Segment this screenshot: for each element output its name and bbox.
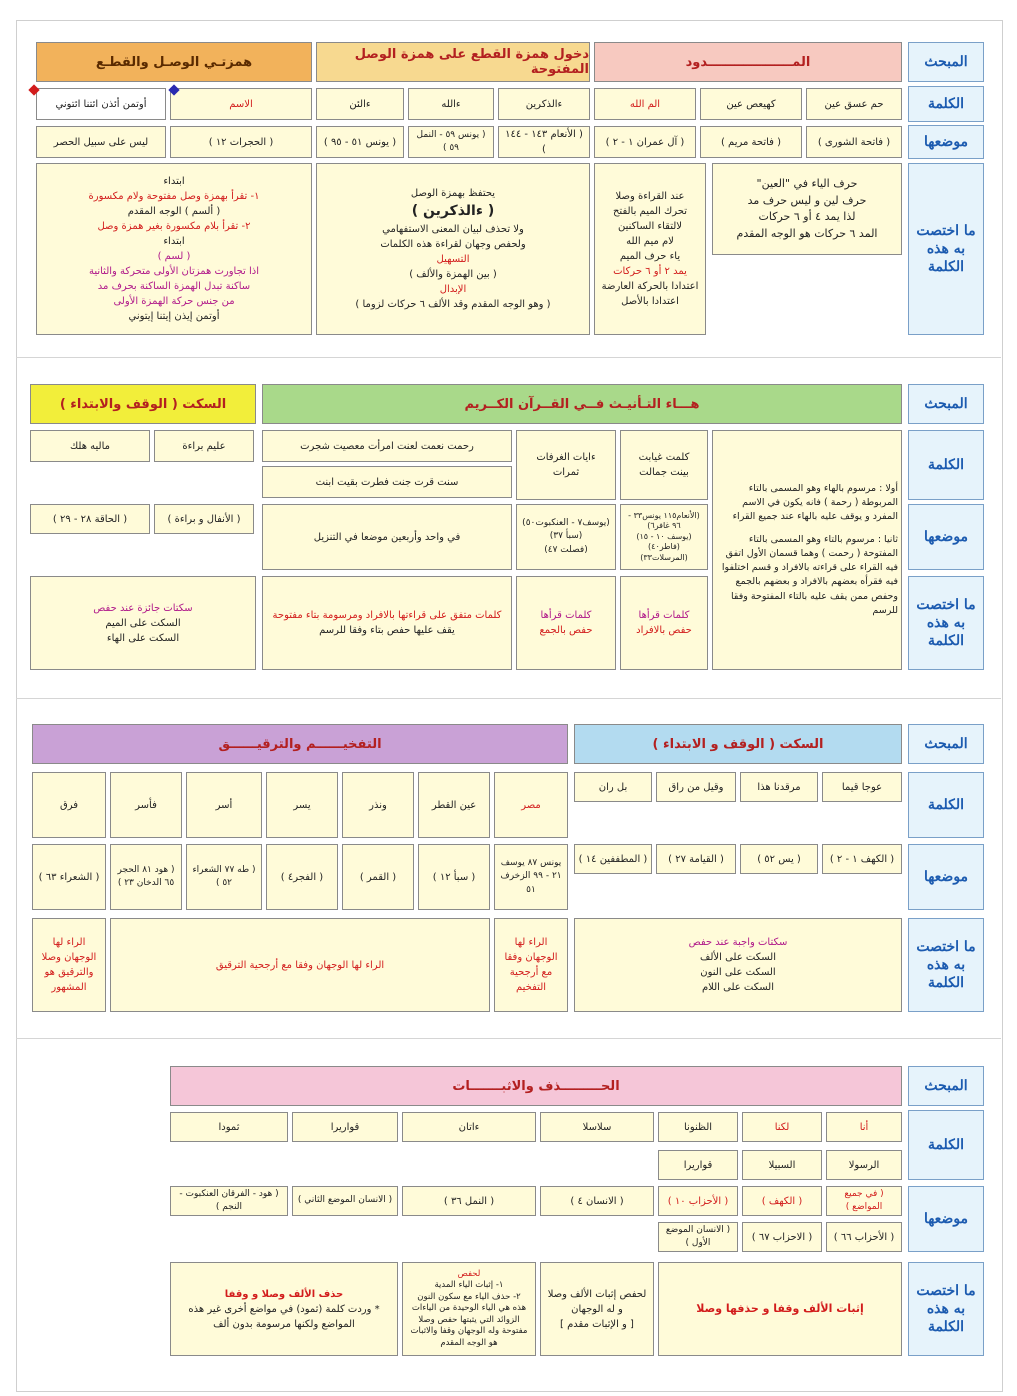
- word-cell: سلاسلا: [540, 1112, 654, 1142]
- text-line: (فصلت ٤٧): [544, 544, 588, 555]
- word-cell: رحمت نعمت لعنت امرأت معصيت شجرت: [262, 430, 512, 462]
- word-cell: ءالله: [408, 88, 494, 120]
- word-cell: سنت قرت جنت فطرت بقيت ابنت: [262, 466, 512, 498]
- location-cell: ( يس ٥٢ ): [740, 844, 818, 874]
- special-cell-hamzatan: [36, 163, 312, 335]
- label-location: موضعها: [908, 504, 984, 570]
- text-line: حفص بالافراد: [636, 625, 692, 636]
- text-line: ١- تقرأ بهمزة وصل مفتوحة ولام مكسورة: [88, 191, 260, 202]
- location-cell: [620, 504, 708, 570]
- special-cell: [170, 1262, 398, 1356]
- text-line: كلمت غيابت: [638, 452, 690, 463]
- word-cell: أسر: [186, 772, 262, 838]
- text-line: يحتفظ بهمزة الوصل: [410, 188, 496, 199]
- location-cell: ( الفجر٤ ): [266, 844, 338, 910]
- word-cell: الرسولا: [826, 1150, 902, 1180]
- word-cell: فرق: [32, 772, 106, 838]
- header-tafkhim: التفخيــــــم والترقيــــــق: [32, 724, 568, 764]
- text-line: السكت على الهاء: [106, 632, 180, 644]
- text-line: لحفص: [457, 1268, 481, 1279]
- location-cell: ( هود ٨١ الحجر ٦٥ الدخان ٢٣ ): [110, 844, 182, 910]
- special-cell: [262, 576, 512, 670]
- word-cell: الم الله: [594, 88, 696, 120]
- text-line: لالتقاء الساكنين: [618, 221, 682, 232]
- word-cell: [516, 430, 616, 500]
- location-cell: ( النمل ٣٦ ): [402, 1186, 536, 1216]
- section-divider: [16, 698, 1001, 699]
- label-word: الكلمة: [908, 86, 984, 122]
- word-cell: مرقدنا هذا: [740, 772, 818, 802]
- location-cell: ( هود - الفرقان العنكبوت - النجم ): [170, 1186, 288, 1216]
- special-cell: [516, 576, 616, 670]
- word-cell: مصر: [494, 772, 568, 838]
- special-cell-sakt: [574, 918, 902, 1012]
- location-cell: ( الانسان الموضع الثاني ): [292, 1186, 398, 1216]
- text-line: (المرسلات٣٣): [640, 552, 688, 562]
- word-cell: ماليه هلك: [30, 430, 150, 462]
- text-line: ياء حرف الميم: [619, 251, 681, 262]
- location-cell: ( الاحزاب ٦٧ ): [742, 1222, 822, 1252]
- word-cell: السبيلا: [742, 1150, 822, 1180]
- special-cell: الراء لها الوجهان وفقا مع أرجحية الترقيق: [110, 918, 490, 1012]
- text-line: السكت على الألف: [700, 952, 776, 963]
- location-cell: ( الانسان الموضع الأول ): [658, 1222, 738, 1252]
- location-cell: ( الكهف ): [742, 1186, 822, 1216]
- location-cell: ( فاتحة مريم ): [700, 126, 802, 158]
- text-line: أولا : مرسوم بالهاء وهو المسمى بالتاء المربوطة ( رحمة ) فانه يكون في الاسم المفرد و يوقف عليه بالهاء عند جميع القراء: [732, 482, 898, 523]
- location-cell: ( الانسان ٤ ): [540, 1186, 654, 1216]
- text-line: عند القراءة وصلا: [615, 191, 685, 202]
- text-line: ابتداء: [163, 176, 185, 187]
- label-location: موضعها: [908, 125, 984, 159]
- text-line: هذه هي الياء الوحيدة من الياءات الزوائد التي يثبتها حفص وصلا مفتوحة وله الوجهان وقفا والاثبات هو الوجه المقدم: [410, 1303, 528, 1348]
- location-cell: ( سبأ ١٢ ): [418, 844, 490, 910]
- text-line: (يوسف ١٠ - ١٥): [636, 531, 692, 541]
- text-line: ١- إثبات الياء المدية: [434, 1280, 504, 1291]
- word-cell: ونذر: [342, 772, 414, 838]
- text-line: السكت على اللام: [701, 982, 775, 993]
- label-special: ما اختصت به هذه الكلمة: [908, 576, 984, 670]
- text-line: كلمات قرأها: [540, 610, 592, 621]
- label-word: الكلمة: [908, 430, 984, 500]
- text-line: أوتمن إيذن إيتنا إيتوني: [128, 311, 220, 322]
- text-line: ٢- تقرأ بلام مكسورة بغير همزة وصل: [97, 221, 251, 232]
- text-line: اذا تجاورت همزتان الأولى متحركة والثانية: [88, 266, 260, 277]
- location-cell: يونس ٨٧ يوسف ٢١ - ٩٩ الزخرف ٥١: [494, 844, 568, 910]
- location-cell: ( الشعراء ٦٣ ): [32, 844, 106, 910]
- location-cell: ( فاتحة الشورى ): [806, 126, 902, 158]
- text-line: بينت جمالت: [639, 467, 689, 478]
- text-line: حرف الياء في "العين": [756, 177, 858, 190]
- text-line: سكتات جائزة عند حفص: [93, 602, 193, 614]
- location-cell: ( المطففين ١٤ ): [574, 844, 652, 874]
- text-line: ءايات الغرفات: [536, 452, 596, 463]
- text-line: ( ألسم ) الوجه المقدم: [127, 206, 221, 217]
- word-cell: أوتمن أئذن ائتنا ائتوني: [36, 88, 166, 120]
- text-line: ساكنة تبدل الهمزة الساكنة بحرف مد: [97, 281, 251, 292]
- label-topic: المبحث: [908, 724, 984, 764]
- text-line: كلمات قرأها: [638, 610, 690, 621]
- word-cell: قواريرا: [658, 1150, 738, 1180]
- special-cell: [402, 1262, 536, 1356]
- header-madd: المـــــــــــــــــــدود: [594, 42, 902, 82]
- label-word: الكلمة: [908, 772, 984, 838]
- word-cell: وقيل من راق: [656, 772, 736, 802]
- text-line: المد ٦ حركات هو الوجه المقدم: [736, 226, 878, 240]
- label-special: ما اختصت به هذه الكلمة: [908, 918, 984, 1012]
- word-cell: أنا: [826, 1112, 902, 1142]
- text-line: لحفص إثبات الألف وصلا: [547, 1288, 647, 1300]
- label-word: الكلمة: [908, 1110, 984, 1180]
- word-cell: بل ران: [574, 772, 652, 802]
- text-line: [ و الإثبات مقدم ]: [560, 1318, 634, 1330]
- special-cell-haa: [712, 430, 902, 670]
- text-line: حفص بالجمع: [539, 625, 593, 636]
- section-divider: [16, 1038, 1001, 1039]
- special-cell: [620, 576, 708, 670]
- text-line: حذف الألف وصلا و وقفا: [224, 1288, 344, 1300]
- location-cell: ( طه ٧٧ الشعراء ٥٢ ): [186, 844, 262, 910]
- label-special: ما اختصت به هذه الكلمة: [908, 163, 984, 335]
- text-line: التسهيل: [436, 254, 470, 265]
- special-cell-alm: [594, 163, 706, 335]
- text-line: و له الوجهان: [571, 1303, 623, 1315]
- text-line: كلمات متفق على قراءتها بالافراد ومرسومة بتاء مفتوحة: [272, 610, 502, 621]
- location-cell: في واحد وأربعين موضعا في التنزيل: [262, 504, 512, 570]
- location-cell: [516, 504, 616, 570]
- header-sakt: السكت ( الوقف والابتداء ): [30, 384, 256, 424]
- location-cell: ( الحاقة ٢٨ - ٢٩ ): [30, 504, 150, 534]
- label-special: ما اختصت به هذه الكلمة: [908, 1262, 984, 1356]
- header-haa: هـــاء التـأنيـث فــي القــرآن الكــريم: [262, 384, 902, 424]
- location-cell: ( آل عمران ١ - ٢ ): [594, 126, 696, 158]
- text-line: يمد ٢ أو ٦ حركات: [613, 266, 687, 277]
- word-cell: ثمودا: [170, 1112, 288, 1142]
- special-cell: [540, 1262, 654, 1356]
- text-line: (الأنعام١١٥ يونس٣٣ - ٩٦ غافر٦): [628, 511, 700, 531]
- text-line: السكت على الميم: [105, 617, 181, 629]
- word-cell: عليم براءة: [154, 430, 254, 462]
- header-hamzatan: همزتـي الوصـل والقطـع: [36, 42, 312, 82]
- text-line: من جنس حركة الهمزة الأولى: [113, 296, 235, 307]
- word-cell: الظنونا: [658, 1112, 738, 1142]
- special-cell-dukhul: [316, 163, 590, 335]
- word-cell: يسر: [266, 772, 338, 838]
- text-line: لام ميم الله: [626, 236, 674, 247]
- label-topic: المبحث: [908, 1066, 984, 1106]
- text-line: ولحفص وجهان لقراءة هذه الكلمات: [380, 239, 526, 250]
- location-cell: ليس على سبيل الحصر: [36, 126, 166, 158]
- word-cell: ءالئن: [316, 88, 404, 120]
- text-line: سكتات واجبة عند حفص: [688, 937, 788, 948]
- text-line: ٢- حذف الياء مع سكون النون: [417, 1291, 521, 1302]
- text-line: * وردت كلمة (ثمود) في مواضع أخرى غير هذه المواضع ولكنها مرسومة بدون ألف: [188, 1303, 380, 1330]
- text-line: ابتداء: [163, 236, 185, 247]
- location-cell: ( القيامة ٢٧ ): [656, 844, 736, 874]
- text-line: ( لسم ): [157, 251, 191, 262]
- location-cell: ( الأحزاب ٦٦ ): [826, 1222, 902, 1252]
- location-cell: ( القمر ): [342, 844, 414, 910]
- special-cell: الراء لها الوجهان وفقا مع أرجحية التفخيم: [494, 918, 568, 1012]
- special-cell: الراء لها الوجهان وصلا والترقيق هو المشهور: [32, 918, 106, 1012]
- word-cell: [620, 430, 708, 500]
- text-line: الإبدال: [439, 284, 467, 295]
- text-line: ولا تحذف لبيان المعنى الاستفهامي: [382, 224, 524, 235]
- location-cell: ( يونس ٥١ - ٩٥ ): [316, 126, 404, 158]
- label-topic: المبحث: [908, 42, 984, 82]
- text-line: ( ءالذكرين ): [411, 203, 495, 219]
- word-cell: الاسم: [170, 88, 312, 120]
- word-cell: قواريرا: [292, 1112, 398, 1142]
- header-hadhf: الحـــــــــذف والاثبـــــــات: [170, 1066, 902, 1106]
- special-cell: [30, 576, 256, 670]
- header-dukhul: دخول همزة القطع على همزة الوصل المفتوحة: [316, 42, 590, 82]
- word-cell: حم عسق عين: [806, 88, 902, 120]
- text-line: لذا يمد ٤ أو ٦ حركات: [758, 210, 856, 223]
- word-cell: فأسر: [110, 772, 182, 838]
- word-cell: ءالذكرين: [498, 88, 590, 120]
- label-topic: المبحث: [908, 384, 984, 424]
- word-cell: لكنا: [742, 1112, 822, 1142]
- word-cell: كهيعص عين: [700, 88, 802, 120]
- text-line: السكت على النون: [700, 967, 776, 978]
- location-cell: ( يونس ٥٩ - النمل ٥٩ ): [408, 126, 494, 158]
- word-cell: عوجا قيما: [822, 772, 902, 802]
- text-line: اعتدادا بالأصل: [621, 296, 679, 307]
- location-cell: ( الأنفال و براءة ): [154, 504, 254, 534]
- location-cell: ( الكهف ١ - ٢ ): [822, 844, 902, 874]
- section-divider: [16, 357, 1001, 358]
- word-cell: ءاتان: [402, 1112, 536, 1142]
- text-line: (سبأ ٣٧): [549, 531, 583, 542]
- location-cell: ( الحجرات ١٢ ): [170, 126, 312, 158]
- text-line: ثانيا : مرسوم بالتاء وهو المسمى بالتاء المفتوحة ( رحمت ) وهما قسمان الأول اتفق فيه القراء على قراءته بالافراد و قسم اختلفوا فيه فقرأه بعضهم بالافراد و بعضهم بالجمع وحفص ممن يقف عليه بالتاء المفتوحة وفقا للرسم: [721, 533, 898, 616]
- text-line: اعتدادا بالحركة العارضة: [601, 281, 699, 292]
- text-line: يقف عليها حفص بتاء وفقا للرسم: [319, 625, 455, 636]
- text-line: حرف لين و ليس حرف مد: [747, 193, 867, 207]
- text-line: تحرك الميم بالفتح: [612, 206, 688, 217]
- header-sakt: السكت ( الوقف و الابتداء ): [574, 724, 902, 764]
- location-cell: ( في جميع المواضع ): [826, 1186, 902, 1216]
- word-cell: عين القطر: [418, 772, 490, 838]
- text-line: ثمرات: [552, 467, 580, 478]
- location-cell: ( الأنعام ١٤٣ - ١٤٤ ): [498, 126, 590, 158]
- label-location: موضعها: [908, 844, 984, 910]
- location-cell: ( الأحزاب ١٠ ): [658, 1186, 738, 1216]
- text-line: ( بين الهمزة والألف ): [409, 269, 497, 280]
- special-cell-madd: [712, 163, 902, 255]
- special-cell: إثبات الألف وقفا و حذفها وصلا: [658, 1262, 902, 1356]
- text-line: (فاطر٤٠): [648, 542, 680, 552]
- text-line: (يوسف٧ - العنكبوت٥٠): [522, 517, 610, 528]
- label-location: موضعها: [908, 1186, 984, 1252]
- text-line: ( وهو الوجه المقدم وقد الألف ٦ حركات لزوما ): [355, 299, 551, 310]
